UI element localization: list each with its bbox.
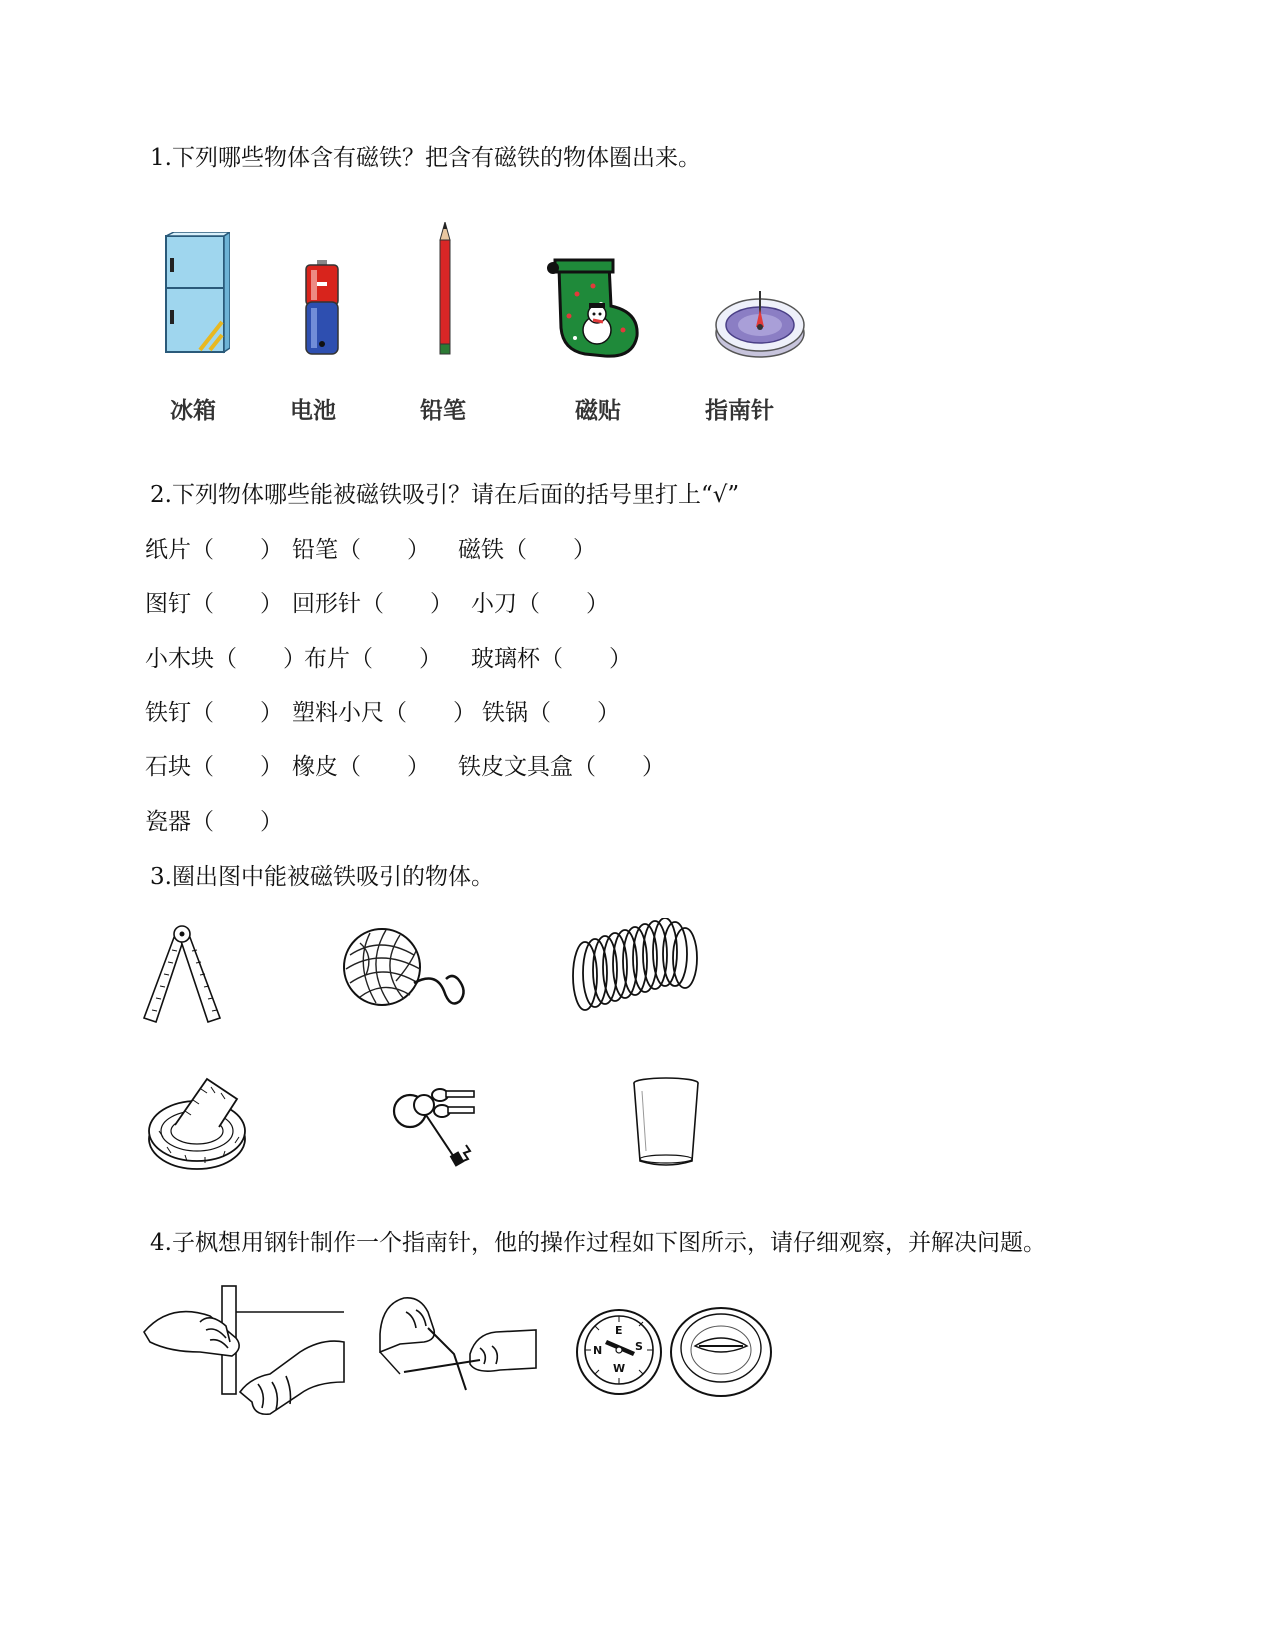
option-pencil: 铅笔（ ） <box>292 537 430 563</box>
item-label-fridge: 冰箱 <box>170 398 216 424</box>
question-1-text: 1.下列哪些物体含有磁铁？把含有磁铁的物体圈出来。 <box>150 145 701 171</box>
item-label-pencil: 铅笔 <box>420 398 466 424</box>
option-eraser: 橡皮（ ） <box>292 754 430 780</box>
item-label-compass: 指南针 <box>705 398 774 424</box>
option-stone: 石块（ ） <box>145 754 283 780</box>
option-tin-pencil-box: 铁皮文具盒（ ） <box>458 754 665 780</box>
option-cloth: 布片（ ） <box>304 646 442 672</box>
compass-letter-w: W <box>613 1362 626 1375</box>
folding-ruler-icon <box>140 922 224 1026</box>
hang-needle-thread-icon <box>376 1290 540 1394</box>
option-wood-block: 小木块（ ） <box>145 646 306 672</box>
option-magnet: 磁铁（ ） <box>458 537 596 563</box>
option-glass-cup: 玻璃杯（ ） <box>471 646 632 672</box>
rub-needle-with-magnet-icon <box>140 1282 346 1418</box>
question-2-text: 2.下列物体哪些能被磁铁吸引？请在后面的括号里打上“√” <box>150 482 740 508</box>
option-iron-pot: 铁锅（ ） <box>482 700 620 726</box>
compass-icon <box>713 285 807 361</box>
option-paper: 纸片（ ） <box>145 537 283 563</box>
item-label-magnet-sticker: 磁贴 <box>575 398 621 424</box>
keys-icon <box>388 1075 482 1175</box>
option-knife: 小刀（ ） <box>471 591 609 617</box>
yarn-ball-icon <box>340 925 480 1017</box>
tape-measure-icon <box>145 1075 255 1175</box>
pencil-icon <box>435 222 455 357</box>
option-paperclip: 回形针（ ） <box>292 591 453 617</box>
option-porcelain: 瓷器（ ） <box>145 809 283 835</box>
item-label-battery: 电池 <box>290 398 336 424</box>
battery-icon <box>300 260 344 358</box>
compass-letter-n: N <box>593 1344 603 1357</box>
spring-icon <box>567 918 707 1014</box>
question-3-text: 3.圈出图中能被磁铁吸引的物体。 <box>150 864 494 890</box>
question-4-text: 4.子枫想用钢针制作一个指南针，他的操作过程如下图所示，请仔细观察，并解决问题。 <box>150 1230 1046 1256</box>
compass-letter-e: E <box>615 1324 623 1337</box>
compass-letter-s: S <box>635 1340 643 1353</box>
glass-cup-icon <box>630 1075 702 1171</box>
compass-comparison-icon <box>575 1300 775 1400</box>
refrigerator-icon <box>160 232 230 362</box>
option-thumbtack: 图钉（ ） <box>145 591 283 617</box>
option-plastic-ruler: 塑料小尺（ ） <box>292 700 476 726</box>
magnet-sticker-icon <box>545 258 645 360</box>
option-iron-nail: 铁钉（ ） <box>145 700 283 726</box>
